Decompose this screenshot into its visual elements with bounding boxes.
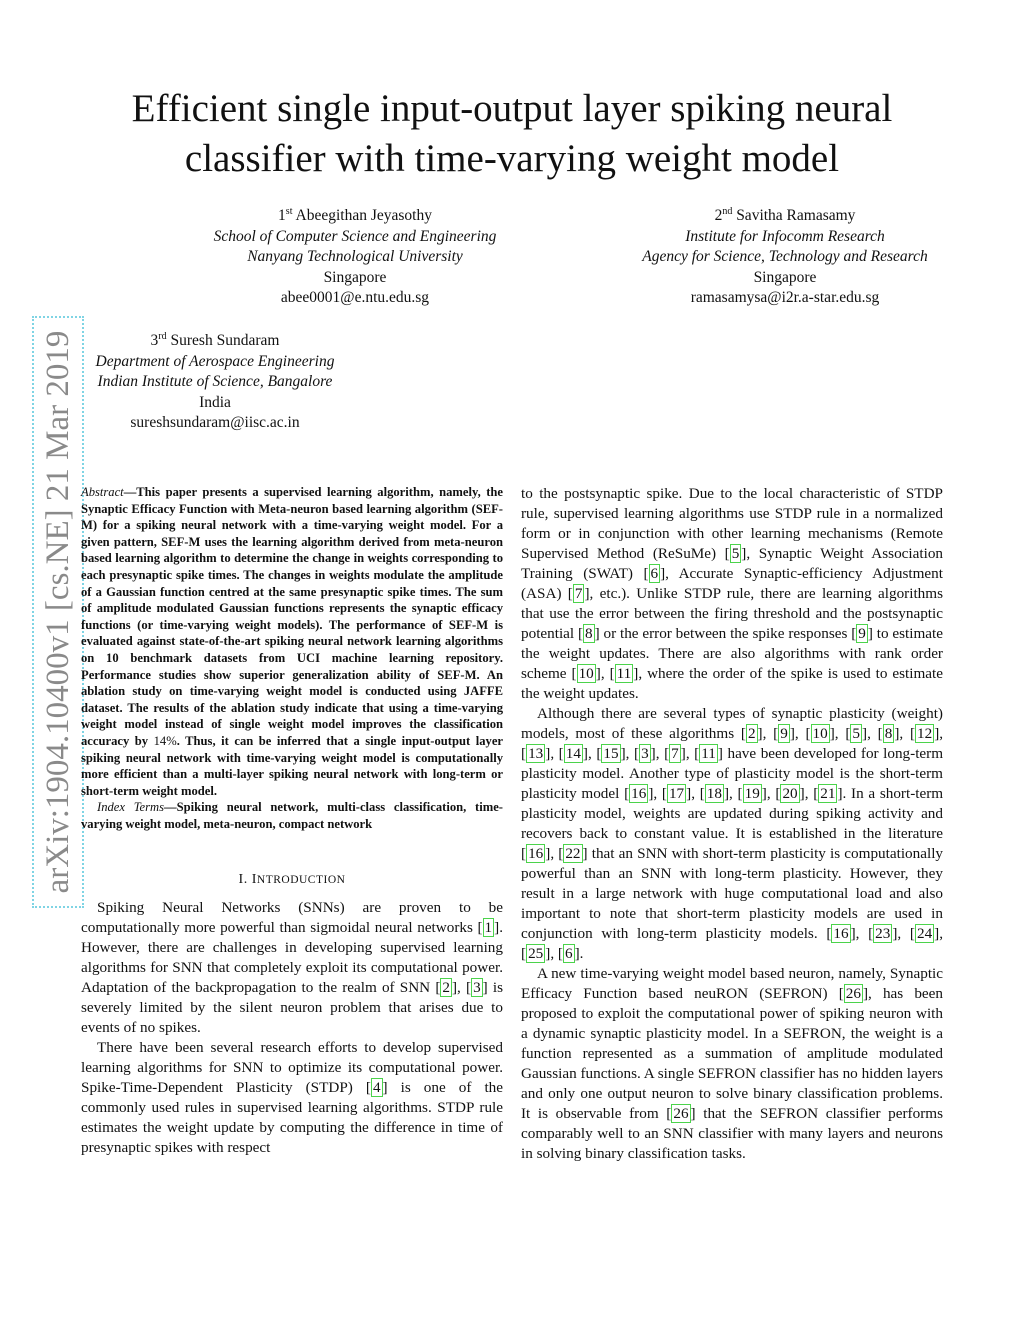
citation-link[interactable]: 14 xyxy=(565,745,581,762)
citation-link[interactable]: 26 xyxy=(845,985,861,1002)
author-country: Singapore xyxy=(753,268,817,286)
citation-link[interactable]: 21 xyxy=(820,785,836,802)
citation-link[interactable]: 25 xyxy=(528,945,544,962)
author-affiliation: Institute for Infocomm Research xyxy=(685,227,885,245)
citation-link[interactable]: 22 xyxy=(565,845,581,862)
citation-link[interactable]: 16 xyxy=(631,785,647,802)
abstract: Abstract—This paper presents a supervised learning algorithm, namely, the Synaptic Efficacy Function with Meta-neuron based learning algorithm (SEF-M) for a spiking neural network with a time-varying weight model. For a given pattern, SEF-M uses the learning algorithm derived from meta-neuron based learning algorithm to determine the change in weights corresponding to each presynaptic spike times. The changes in weights modulate the amplitude of a Gaussian function centred at the same presynaptic spike times. The sum of amplitude modulated Gaussian functions represents the synaptic efficacy functions (or time-varying weight models). The performance of SEF-M is evaluated against state-of-the-art spiking neural network learning algorithms on 10 benchmark datasets from UCI machine learning repository. Performance studies show superior generalization ability of SEF-M. An ablation study on time-varying weight model is conducted using JAFFE dataset. The results of the ablation study indicate that using a time-varying weight model instead of single weight model improves the classification accuracy by 14%. Thus, it can be inferred that a single input-output layer spiking neural network with time-varying weight model is computationally more efficient than a multi-layer spiking neural network with long-term or short-term weight model. xyxy=(81,485,503,798)
index-terms-lead: Index Terms xyxy=(97,800,165,815)
author-affiliation: Indian Institute of Science, Bangalore xyxy=(97,373,333,391)
citation-link[interactable]: 15 xyxy=(603,745,619,762)
abstract-lead: Abstract xyxy=(81,485,124,499)
citation-link[interactable]: 19 xyxy=(744,785,760,802)
author-country: Singapore xyxy=(323,268,387,286)
author-affiliation: Nanyang Technological University xyxy=(247,248,463,266)
citation-link[interactable]: 10 xyxy=(812,725,828,742)
citation-link[interactable]: 1 xyxy=(484,919,493,937)
author-email: sureshsundaram@iisc.ac.in xyxy=(130,414,300,432)
author-email: abee0001@e.ntu.edu.sg xyxy=(280,289,430,307)
citation-link[interactable]: 7 xyxy=(574,585,583,602)
citation-link[interactable]: 5 xyxy=(852,725,861,742)
citation-link[interactable]: 12 xyxy=(917,725,933,742)
author-block-1 xyxy=(160,202,550,309)
paragraph: Although there are several types of synaptic plasticity (weight) models, most of these algorithms [ 2 ], [ 9 ], [ 10 ], [ 5 ], [ 8 ], [ 12 ], [ 13 ], [ 14 ], [ 15 ], [ 3 ], [ 7 ], [ 11 ] have been developed for long-term plasticity model. Another type of plasticity model is the short-term plasticity model [ 16 ], [ 17 ], [ 18 ], [ 19 ], [ 20 ], [ 21 ]. In a short-term plasticity model, weights are updated during spiking activity and recovers back to constant value. It is established in the literature [ 16 ], [ 22 ] that an SNN with short-term plasticity is computationally powerful than an SNN with long-term plasticity. However, they result in a large network with huge computational load and also important to note that short-term plasticity models are used in conjunction with long-term plasticity models. [ 16 ], [ 23 ], [ 24 ], [ 25 ], [ 6 ]. xyxy=(521,705,944,962)
citation-link[interactable]: 2 xyxy=(442,979,450,997)
citation-link[interactable]: 3 xyxy=(473,979,481,997)
citation-link[interactable]: 17 xyxy=(668,785,685,802)
citation-link[interactable]: 26 xyxy=(673,1105,689,1122)
paper-title xyxy=(60,84,964,184)
math-percent: 14% xyxy=(153,733,177,748)
citation-link[interactable]: 2 xyxy=(747,725,756,742)
paragraph: Spiking Neural Networks (SNNs) are proven to be computationally more powerful than sigmoidal neural networks [ 1 ]. However, there are challenges in developing supervised learning algorithms for SNN that completely exploit its computational power. Adaptation of the backpropagation to the realm of SNN [ 2 ], [ 3 ] is severely limited by the silent neuron problem that arises due to events of no spikes. xyxy=(81,899,504,1037)
author-country: India xyxy=(199,393,231,411)
title-line-1: Efficient single input-output layer spiking neural xyxy=(131,87,893,130)
citation-link[interactable]: 11 xyxy=(616,665,632,682)
paragraph: A new time-varying weight model based neuron, namely, Synaptic Efficacy Function based neuRON (SEFRON) [ 26 ], has been proposed to exploit the computational power of spiking neuron with a dynamic synaptic plasticity model. In a SEFRON, the weight is a function represented as a summation of amplitude modulated Gaussian functions. A single SEFRON classifier has no hidden layers and only one output neuron to solve binary classification problems. It is observable from [ 26 ] that the SEFRON classifier performs comparably well to an SNN classifier with many layers and neurons in solving binary classification tasks. xyxy=(521,965,943,1162)
paragraph: There have been several research efforts to develop supervised learning algorithms for SNN to optimize its computational power. Spike-Time-Dependent Plasticity (STDP) [ 4 ] is one of the commonly used rules in supervised learning algorithms. STDP rule estimates the weight update by computing the difference in time of presynaptic spikes with respect xyxy=(81,1039,503,1157)
citation-link[interactable]: 20 xyxy=(782,785,798,802)
author-block-3 xyxy=(60,327,370,434)
index-terms: Index Terms—Spiking neural network, multi-class classification, time-varying weight model, meta-neuron, compact network xyxy=(81,800,503,831)
citation-link[interactable]: 9 xyxy=(858,625,866,642)
author-email: ramasamysa@i2r.a-star.edu.sg xyxy=(690,289,880,307)
citation-link[interactable]: 5 xyxy=(731,545,740,562)
citation-link[interactable]: 6 xyxy=(650,565,659,582)
arxiv-identifier: arXiv:1904.10400v1 [cs.NE] 21 Mar 2019 xyxy=(32,316,84,908)
citation-link[interactable]: 7 xyxy=(671,745,679,762)
citation-link[interactable]: 10 xyxy=(578,665,594,682)
section-heading-introduction: I. INTRODUCTION xyxy=(238,872,346,888)
author-name: 2nd Savitha Ramasamy xyxy=(714,206,856,225)
paragraph: to the postsynaptic spike. Due to the local characteristic of STDP rule, supervised learning algorithms use STDP rule in a normalized form or in conjunction with other learning mechanisms (Remote Supervised Method (ReSuMe) [ 5 ], Synaptic Weight Association Training (SWAT) [ 6 ], Accurate Synaptic-efficiency Adjustment (ASA) [ 7 ], etc.). Unlike STDP rule, there are learning algorithms that use the error between the firing threshold and the postsynaptic potential [ 8 ] or the error between the spike responses [ 9 ] to estimate the weight updates. There are also algorithms with rank order scheme [ 10 ], [ 11 ], where the order of the spike is used to estimate the weight updates. xyxy=(521,485,944,702)
author-affiliation: School of Computer Science and Engineering xyxy=(213,227,497,245)
citation-link[interactable]: 3 xyxy=(641,745,649,762)
citation-link[interactable]: 6 xyxy=(564,945,573,962)
right-column xyxy=(521,484,943,1164)
citation-link[interactable]: 23 xyxy=(875,925,891,942)
author-affiliation: Department of Aerospace Engineering xyxy=(95,352,335,370)
author-name: 1st Abeegithan Jeyasothy xyxy=(278,206,432,225)
title-line-2: classifier with time-varying weight model xyxy=(184,137,840,180)
citation-link[interactable]: 8 xyxy=(884,725,893,742)
citation-link[interactable]: 11 xyxy=(701,745,716,762)
left-column xyxy=(81,484,503,1158)
author-name: 3rd Suresh Sundaram xyxy=(150,331,280,350)
citation-link[interactable]: 8 xyxy=(585,625,593,642)
citation-link[interactable]: 24 xyxy=(916,925,933,942)
author-affiliation: Agency for Science, Technology and Research xyxy=(642,248,928,266)
citation-link[interactable]: 16 xyxy=(528,845,544,862)
citation-link[interactable]: 4 xyxy=(372,1079,381,1097)
citation-link[interactable]: 18 xyxy=(706,785,722,802)
citation-link[interactable]: 13 xyxy=(528,745,544,762)
citation-link[interactable]: 16 xyxy=(833,925,849,942)
author-block-2 xyxy=(590,202,980,309)
citation-link[interactable]: 9 xyxy=(780,725,788,742)
